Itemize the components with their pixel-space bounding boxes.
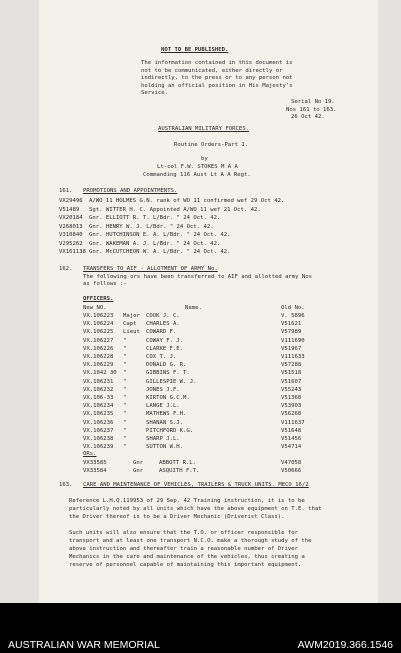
officer-name: MATHEWS F.H.	[146, 411, 187, 418]
officer-old-no: V51967	[281, 345, 302, 352]
command-line: Commanding 116 Aust Lt A A Regt.	[143, 172, 251, 178]
officer-new-no: VX.1042 30	[83, 370, 117, 377]
officer-old-no: V57288	[281, 362, 302, 369]
officer-new-no: VX.106237	[83, 427, 114, 434]
officer-name: KIRTON G.C.M.	[146, 395, 190, 401]
officer-new-no: VX.106232	[83, 386, 114, 393]
promotion-detail: Gnr. McCUTCHEON W. A. L/Bdr. " 24 Oct. 42.	[89, 249, 231, 255]
section-163-number: 163.	[59, 482, 73, 488]
promotion-detail: A/WO 11 HOLMES G.N. rank of WO 11 confirmed wef 29 Oct 42.	[89, 198, 285, 204]
section-161-title: PROMOTIONS AND APPOINTMENTS.	[83, 188, 178, 194]
officer-name: CLARKE F.E.	[146, 345, 184, 352]
promotion-detail: Sgt. WITTER H. C. Appointed A/WO 11 wef 21 Oct. 42.	[89, 206, 261, 213]
officer-old-no: V51456	[281, 436, 302, 442]
officer-rank: "	[123, 386, 127, 393]
officer-old-no: V51621	[281, 321, 302, 328]
officer-new-no: VX.106224	[83, 321, 114, 328]
officer-name: COWARD F.	[146, 329, 177, 336]
officer-name: SUTTON W.H.	[146, 444, 184, 451]
promotion-number: VX161138	[59, 249, 86, 255]
paragraph-line: Reference L.H.Q.119953 of 29 Sep. 42 Training instruction, it is to be	[69, 498, 305, 504]
officer-new-no: VX.106234	[83, 403, 114, 410]
officer-name: Lt-col F.W. STOKES M A A	[157, 164, 238, 170]
officer-old-no: V51360	[281, 395, 302, 401]
paragraph-line: reserve of personnel capable of maintaining this important equipment.	[69, 562, 302, 568]
officer-rank: "	[123, 378, 127, 385]
officer-rank: "	[123, 345, 127, 352]
promotion-number: VX20184	[59, 215, 83, 221]
officer-rank: "	[123, 354, 127, 360]
officer-old-no: V111690	[281, 337, 305, 344]
paragraph-line: the Driver thereof is to be a Driver Mechanic (Driverist Class).	[69, 514, 285, 520]
promotion-number: V310840	[59, 232, 83, 238]
officer-rank: "	[123, 362, 127, 369]
officer-new-no: VX.106223	[83, 313, 114, 319]
officer-name: SHANAN S.J.	[146, 419, 184, 426]
heading: NOT TO BE PUBLISHED.	[161, 47, 229, 53]
notice-line: Service.	[141, 90, 168, 96]
officer-rank: Major	[123, 313, 140, 319]
officer-new-no: VX.106239	[83, 444, 114, 451]
officer-new-no: VX.106238	[83, 436, 114, 442]
officer-old-no: V. 5896	[281, 313, 305, 319]
col-name: Name.	[185, 305, 202, 311]
promotion-number: V51489	[59, 206, 80, 213]
force-title: AUSTRALIAN MILITARY FORCES.	[158, 126, 249, 132]
promotion-detail: Gnr. ELLIOTT R. T. L/Bdr. " 24 Oct. 42.	[89, 215, 221, 221]
promotion-number: V268013	[59, 223, 83, 230]
officer-new-no: VX.106-33	[83, 395, 114, 401]
officer-new-no: VX.106226	[83, 345, 114, 352]
officer-name: JONES J.F.	[146, 386, 180, 393]
officer-new-no: VX.106227	[83, 337, 114, 344]
officer-name: GILLESPIE W. J.	[146, 378, 197, 385]
by-label: by	[201, 156, 208, 162]
officer-old-no: V57989	[281, 329, 302, 336]
officer-new-no: VX.106229	[83, 362, 114, 369]
serial-line: Serial No 19.	[291, 99, 335, 105]
col-new-no: New NO.	[83, 305, 107, 311]
officer-name: CHARLES A.	[146, 321, 180, 328]
or-new-no: VX33584	[83, 468, 107, 475]
officer-old-no: V51607	[281, 378, 302, 385]
officer-old-no: V51648	[281, 427, 302, 434]
promotion-detail: Gnr. WAKEMAN A. J. L/Bdr. " 24 Oct. 42.	[89, 240, 221, 247]
footer-source: AUSTRALIAN WAR MEMORIAL	[8, 639, 160, 651]
or-new-no: VX33585	[83, 460, 107, 466]
officer-new-no: VX.106231	[83, 378, 114, 385]
paragraph-line: particularly noted by all units which have the above equipment on T.E. that	[69, 506, 322, 512]
document-page	[39, 0, 378, 603]
officer-rank: "	[123, 411, 127, 418]
officer-new-no: VX.106236	[83, 419, 114, 426]
promotion-detail: Gnr. HUTCHINSON E. A. L/Bdr. " 24 Oct. 42.	[89, 232, 231, 238]
serial-line: 26 Oct 42.	[291, 114, 325, 120]
notice-line: The information contained in this document is	[141, 60, 293, 66]
officer-old-no: V55243	[281, 386, 302, 393]
officer-old-no: V54714	[281, 444, 302, 451]
officer-rank: "	[123, 370, 127, 377]
officer-rank: "	[123, 337, 127, 344]
officer-rank: "	[123, 427, 127, 434]
notice-line: indirectly, to the press or to any person not	[141, 75, 293, 81]
officer-old-no: V111637	[281, 419, 305, 426]
officer-name: GIBBINS F. T.	[146, 370, 190, 377]
notice-line: holding an official position in His Majesty's	[141, 82, 293, 89]
or-old-no: V50666	[281, 468, 302, 475]
paragraph-line: Such units will also ensure that the T.O. or officer responsible for	[69, 530, 299, 536]
col-old-no: Old No.	[281, 305, 305, 311]
paragraph-line: Mechanics in the care and maintenance of the vehicles, thus creating a	[69, 554, 305, 560]
intro-line: The following ors have been transferred to AIF and allotted army Nos	[83, 274, 313, 280]
officers-label: OFFICERS.	[83, 296, 114, 302]
paragraph-line: transport and at least one transport N.C.O. make a thorough study of the	[69, 538, 312, 544]
officer-rank: Lieut	[123, 329, 140, 336]
serial-line: Nos 161 to 163.	[286, 106, 337, 113]
intro-line: as follows :-	[83, 281, 127, 287]
or-name: ASQUITH F.T.	[159, 468, 200, 475]
officer-rank: Capt	[123, 321, 137, 328]
officer-name: LANGE J.L.	[146, 403, 180, 410]
officer-name: PITCHFORD K.G.	[146, 427, 194, 434]
footer-bar	[0, 603, 401, 653]
officer-rank: "	[123, 419, 127, 426]
or-rank: Gnr	[133, 460, 144, 466]
officer-old-no: V51518	[281, 370, 302, 377]
promotion-number: VX29496	[59, 198, 83, 204]
officer-name: DONALD G. R.	[146, 362, 187, 369]
ors-label: ORs.	[83, 451, 97, 457]
officer-rank: "	[123, 436, 127, 442]
officer-new-no: VX.106225	[83, 329, 114, 336]
officer-old-no: V111633	[281, 354, 305, 360]
promotion-number: V295262	[59, 240, 83, 247]
officer-old-no: V56260	[281, 411, 302, 418]
footer-accession: AWM2019.366.1546	[297, 639, 393, 651]
section-161-number: 161.	[59, 188, 73, 194]
or-rank: Gnr	[133, 468, 144, 475]
paragraph-line: above instruction and thereafter train a reasonable number of Driver	[69, 546, 299, 552]
section-163-title: CARE AND MAINTENANCE OF VEHICLES, TRAILERS & TRUCK UNITS. MECO 16/2	[83, 482, 309, 488]
officer-name: SHARP J.L.	[146, 436, 180, 442]
officer-name: COOK J. C.	[146, 313, 180, 319]
routine-title: Routine Orders-Part 1.	[174, 142, 249, 148]
notice-line: not to be communicated, either directly or	[141, 67, 283, 74]
officer-name: COWAY F. J.	[146, 337, 184, 344]
promotion-detail: Gnr. HENRY W. J. L/Bdr. " 24 Oct. 42.	[89, 223, 214, 230]
or-old-no: V47058	[281, 460, 302, 466]
officer-rank: "	[123, 403, 127, 410]
section-162-title: TRANSFERS TO AIF - ALLOTMENT OF ARMY No.	[83, 266, 218, 272]
officer-name: COX T. J.	[146, 354, 177, 360]
officer-rank: "	[123, 395, 127, 401]
officer-old-no: V53903	[281, 403, 302, 410]
section-162-number: 162.	[59, 266, 73, 272]
or-name: ABBOTT R.L.	[159, 460, 197, 466]
officer-new-no: VX.106228	[83, 354, 114, 360]
officer-new-no: VX.106235	[83, 411, 114, 418]
officer-rank: "	[123, 444, 127, 451]
